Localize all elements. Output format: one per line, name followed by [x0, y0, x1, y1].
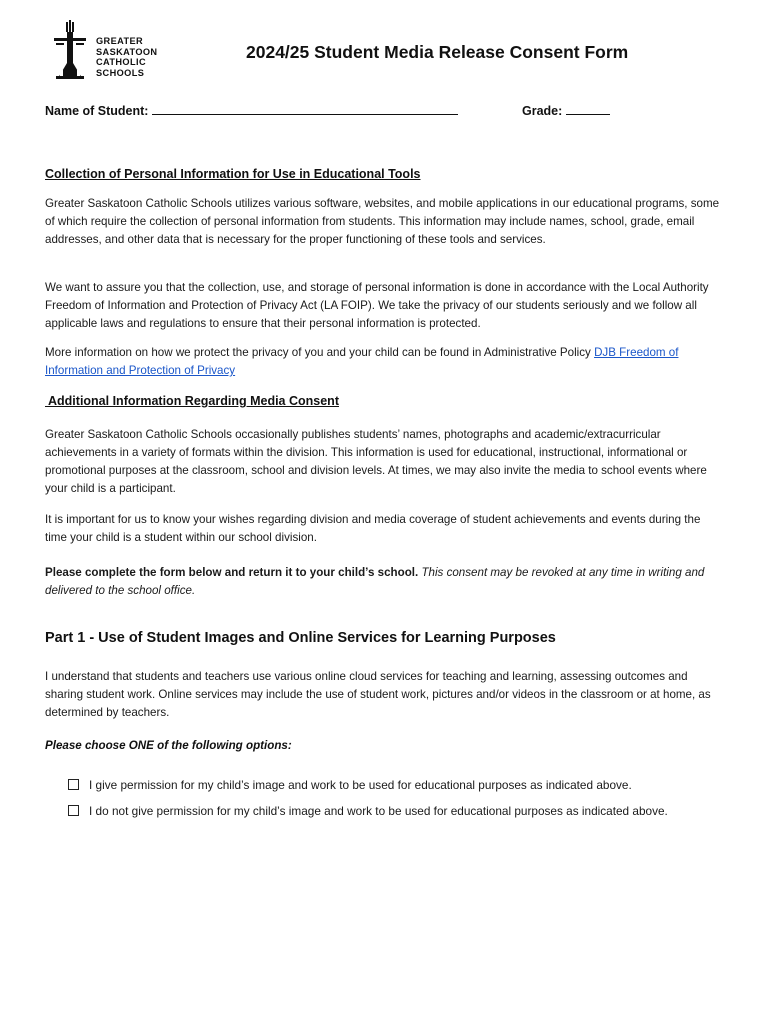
paragraph: I understand that students and teachers use various online cloud services for teaching and learning, assessing outcomes and sharing student work. Online services may include the use of student work, pictures and/or videos in the classroom or at home, as determined by teachers.: [45, 670, 711, 719]
student-name-field[interactable]: [45, 102, 458, 118]
paragraph-text: More information on how we protect the privacy of you and your child can be found in Administrative Policy: [45, 346, 595, 359]
paragraph: Greater Saskatoon Catholic Schools occasionally publishes students’ names, photographs and academic/extracurricular achievements in a variety of formats within the division. This information is used for educational, instructional, informational or promotional purposes at the classroom, school and division levels. At times, we may also invite the media to school events where your child is a participant.: [45, 428, 707, 495]
choose-option-instruction: Please choose ONE of the following options:: [45, 739, 292, 752]
policy-djb-link[interactable]: DJB Freedom of Information and Protection of Privacy: [45, 346, 679, 377]
logo-wordmark: [96, 36, 157, 78]
option-label: I give permission for my child’s image and work to be used for educational purposes as indicated above.: [89, 778, 632, 792]
return-instructions-bold: Please complete the form below and return it to your child’s school.: [45, 566, 419, 579]
school-division-logo: [54, 20, 164, 80]
grade-label: Grade:: [522, 104, 563, 118]
student-name-label: Name of Student:: [45, 104, 149, 118]
cross-logo-icon: [54, 20, 98, 82]
part1-heading: Part 1 - Use of Student Images and Online Services for Learning Purposes: [45, 630, 556, 646]
logo-line: SCHOOLS: [96, 67, 145, 78]
page-title: 2024/25 Student Media Release Consent Form: [246, 42, 629, 62]
section-heading-media-consent: Additional Information Regarding Media Consent: [45, 394, 339, 408]
section-heading-personal-info: Collection of Personal Information for Use in Educational Tools: [45, 167, 421, 181]
give-permission-checkbox[interactable]: [68, 779, 79, 790]
privacy-policy-paragraph: [45, 344, 725, 380]
logo-line: CATHOLIC: [96, 57, 146, 68]
grade-blank[interactable]: [566, 102, 610, 115]
option-deny-permission[interactable]: [68, 804, 668, 818]
logo-line: SASKATOON: [96, 46, 158, 57]
logo-line: GREATER: [96, 36, 144, 46]
paragraph: It is important for us to know your wishes regarding division and media coverage of student achievements and events during the time your child is a student within our school division.: [45, 513, 701, 544]
return-instructions: [45, 564, 725, 600]
paragraph: Greater Saskatoon Catholic Schools utilizes various software, websites, and mobile applications in our educational programs, some of which require the collection of personal information from students. This information may include names, school, grade, email addresses, and other data that is necessary for the proper functioning of these tools and services.: [45, 197, 720, 246]
revocation-note: This consent may be revoked at any time in writing and delivered to the school office.: [45, 566, 705, 597]
option-label: I do not give permission for my child’s image and work to be used for educational purposes as indicated above.: [89, 804, 668, 818]
student-name-blank[interactable]: [152, 102, 458, 115]
deny-permission-checkbox[interactable]: [68, 805, 79, 816]
paragraph: We want to assure you that the collection, use, and storage of personal information is done in accordance with the Local Authority Freedom of Information and Protection of Privacy Act (LA FOIP). We take the privacy of our students seriously and we follow all applicable laws and regulations to ensure that their personal information is protected.: [45, 281, 709, 330]
option-give-permission[interactable]: [68, 778, 632, 792]
grade-field[interactable]: [522, 102, 610, 118]
